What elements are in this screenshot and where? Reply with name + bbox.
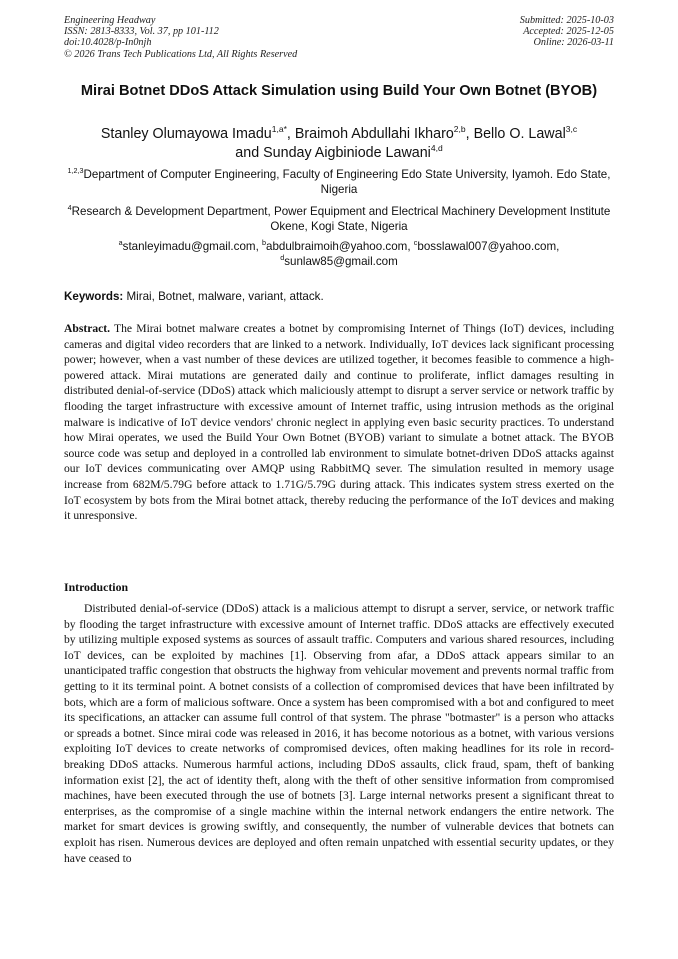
author-name: Bello O. Lawal (473, 126, 566, 142)
email-superscript: c (413, 238, 418, 248)
author-emails (64, 239, 614, 270)
author-name: Braimoh Abdullahi Ikharo (294, 126, 454, 142)
author-superscript: 2,b (453, 124, 466, 135)
email-superscript: a (118, 238, 123, 248)
affiliation (64, 167, 614, 198)
email-address: sunlaw85@gmail.com (284, 255, 398, 269)
email-separator: , (255, 240, 263, 253)
email-superscript: b (262, 238, 267, 248)
email-address: bosslawal007@yahoo.com (417, 240, 557, 253)
affiliation (64, 204, 614, 235)
affiliation-superscript: 1,2,3 (67, 166, 84, 176)
author-superscript: 4,d (430, 142, 443, 153)
doi-text: doi:10.4028/p-In0njh (64, 37, 152, 49)
affiliation-text: Department of Computer Engineering, Faculty of Engineering Edo State University, Iyamoh. Edo State, Nigeria (83, 168, 611, 197)
author-separator: , (465, 126, 474, 142)
journal-header (64, 15, 614, 65)
email-address: abdulbraimoih@yahoo.com (266, 240, 408, 253)
author-name: Sunday Aigbiniode Lawani (263, 144, 431, 161)
author-superscript: 3,c (565, 124, 578, 135)
paper-title: Mirai Botnet DDoS Attack Simulation using Build Your Own Botnet (BYOB) (80, 83, 598, 99)
email-address: stanleyimadu@gmail.com (122, 240, 256, 253)
email-superscript: d (280, 253, 285, 263)
author-name: Stanley Olumayowa Imadu (100, 126, 272, 142)
introduction-paragraph: Distributed denial-of-service (DDoS) attack is a malicious attempt to disrupt a server, service, or network traffic by flooding the target infrastructure with excessive amount of Internet traffic. DDoS attacks are effectively executed by utilizing multiple exposed systems as sources of assault traffic. Computers and various shared resources, including IoT devices, can be exploited by machines [1]. Observing from afar, a DDoS attack appears similar to an unanticipated traffic congestion that obstructs the highway from vehicular movement and prevents normal traffic from getting to it its terminal point. A botnet consists of a collection of compromised devices that have been infiltrated by bots, which are a form of malicious software. Once a system has been compromised with a bot and configured to meet its specifications, an attacker can assume full control of that system. The phrase "botmaster" is a person who attacks or spreads a botnet. Since mirai code was released in 2016, it has become notorious as a botnet, with various versions exploiting IoT devices to create networks of compromised devices, often making headlines for its role in record-breaking DDoS attacks. Numerous harmful actions, including DDoS assaults, click fraud, spam, theft of banking information exist [2], the act of identity theft, along with the theft of other sensitive information from compromised machines, have been executed through the use of botnets [3]. Large internal networks present a significant threat to enterprises, as the compromise of a single machine within the internal network endangers the entire network. The market for smart devices is growing swiftly, and consequently, the number of vulnerable devices that botnets can exploit has risen. Numerous devices are deployed and often remain unpatched with essential security updates, or they have ceased to (64, 602, 614, 865)
email-separator: , (556, 240, 560, 253)
introduction-heading: Introduction (64, 580, 129, 594)
author-separator: and (235, 144, 264, 161)
abstract-label: Abstract. (64, 322, 111, 335)
affiliation-text: Research & Development Department, Power Equipment and Electrical Machinery Development Institute Okene, Kogi State, Nigeria (71, 205, 611, 234)
header-right (520, 15, 614, 49)
accepted-date: Accepted: 2025-12-05 (523, 26, 614, 38)
submitted-date: Submitted: 2025-10-03 (519, 15, 614, 26)
abstract-text: The Mirai botnet malware creates a botnet by compromising Internet of Things (IoT) devices, including cameras and digital video recorders that are linked to a network. Individually, IoT devices lack significant processing power; however, when a vast number of these devices are utilized together, it becomes feasible to commence a high-powered attack. Mirai mutations are generated daily and continue to proliferate, inflict damages resulting in distributed denial-of-service (DDoS) attack which maliciously attempt to disrupt a server service or network traffic by flooding the target infrastructure with excessive amount of Internet traffic, using intrusion methods as the original malware is indicative of IoT device vendors' chronic neglect in applying even basic security practices. To understand how Mirai operates, we used the Build Your Own Botnet (BYOB) variant to simulate a botnet attack. The BYOB source code was setup and deployed in a controlled lab environment to simulate botnet-driven DDoS attacks against our IoT devices communicating over AMQP using RabbitMQ sever. The simulation resulted in memory usage increase from 682M/5.79G before attack to 1.71G/5.79G during attack. This indicates system stress exerted on the IoT ecosystem by bots from the Mirai botnet attack, thereby reducing the performance of the IoT devices and making it unresponsive. (64, 322, 614, 523)
keywords-label: Keywords: (64, 290, 124, 303)
copyright-text: © 2026 Trans Tech Publications Ltd, All Rights Reserved (64, 48, 298, 60)
online-date: Online: 2026-03-11 (533, 37, 614, 49)
author-separator: , (286, 126, 295, 142)
email-separator: , (407, 240, 414, 253)
header-left (64, 15, 297, 60)
keywords-line (64, 289, 614, 304)
issn-volume: ISSN: 2813-8333, Vol. 37, pp 101-112 (64, 26, 219, 38)
author-list (64, 125, 614, 162)
author-superscript: 1,a* (271, 124, 287, 135)
abstract-paragraph (64, 321, 614, 524)
affiliation-superscript: 4 (67, 203, 72, 213)
journal-name: Engineering Headway (64, 15, 156, 26)
keywords-text: Mirai, Botnet, malware, variant, attack. (126, 290, 324, 303)
